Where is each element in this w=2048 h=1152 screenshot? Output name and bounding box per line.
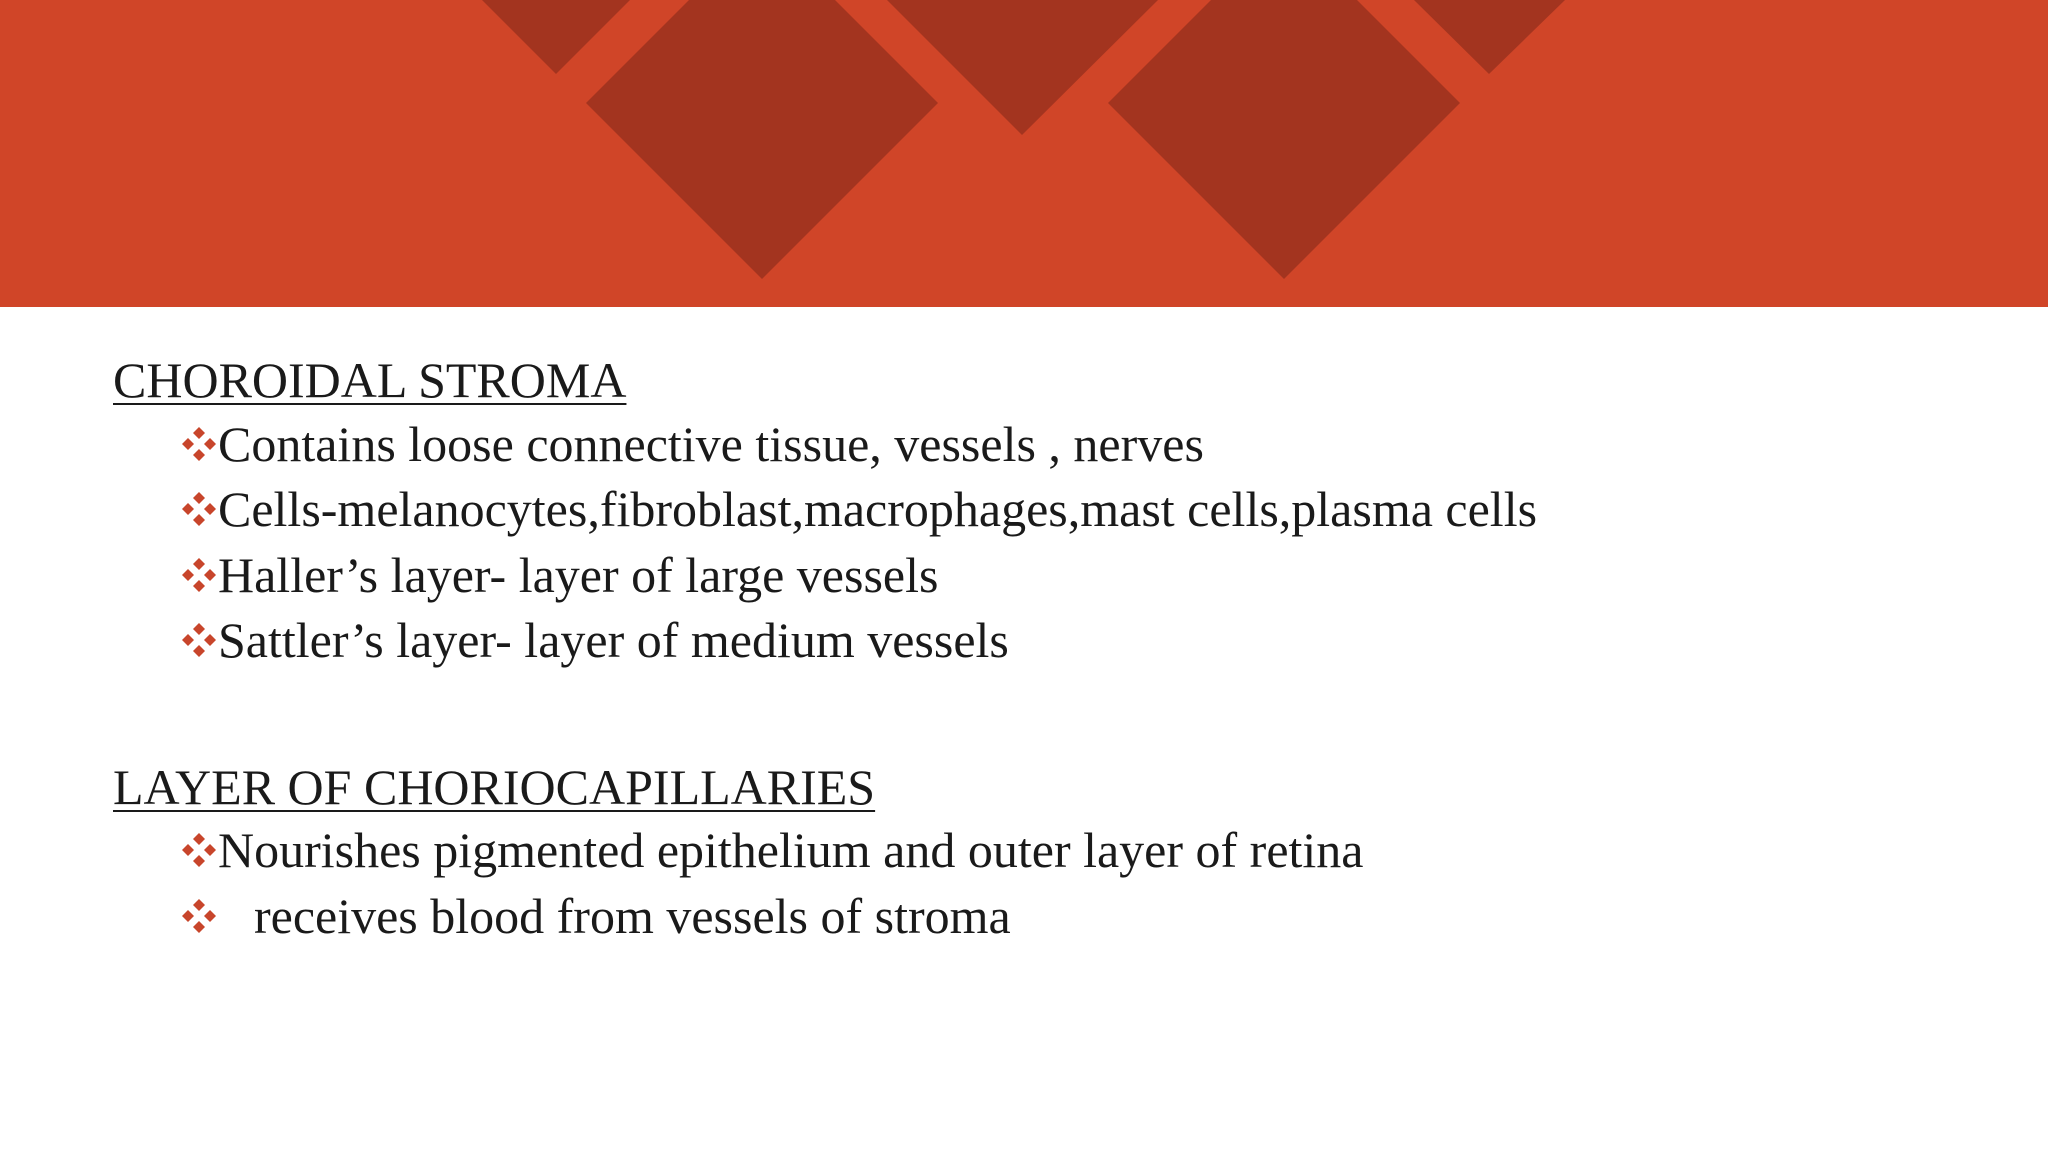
section-heading-choriocapillaries: LAYER OF CHORIOCAPILLARIES xyxy=(113,759,876,815)
bullet-item xyxy=(180,479,1537,539)
bullet-text: Cells-melanocytes,fibroblast,macrophages,mast cells,plasma cells xyxy=(218,481,1538,537)
diamond-pattern xyxy=(0,0,2048,307)
bullet-item xyxy=(180,545,938,605)
four-diamond-bullet-icon xyxy=(180,897,218,935)
four-diamond-bullet-icon xyxy=(180,621,218,659)
bullet-item xyxy=(180,610,1009,670)
bullet-item xyxy=(180,820,1363,880)
bullet-text: Contains loose connective tissue, vessels , nerves xyxy=(218,416,1204,472)
header-banner xyxy=(0,0,2048,307)
bullet-text: Nourishes pigmented epithelium and outer layer of retina xyxy=(218,822,1364,878)
bullet-item xyxy=(180,414,1204,474)
four-diamond-bullet-icon xyxy=(180,425,218,463)
four-diamond-bullet-icon xyxy=(180,831,218,869)
section-heading-choroidal-stroma: CHOROIDAL STROMA xyxy=(113,352,627,408)
bullet-text: Haller’s layer- layer of large vessels xyxy=(218,547,939,603)
four-diamond-bullet-icon xyxy=(180,556,218,594)
bullet-text: receives blood from vessels of stroma xyxy=(254,888,1011,944)
diamond-shape xyxy=(586,0,938,279)
slide-content xyxy=(0,307,2048,1152)
diamond-shape xyxy=(887,0,1158,135)
diamond-shape xyxy=(482,0,630,74)
bullet-text: Sattler’s layer- layer of medium vessels xyxy=(218,612,1009,668)
bullet-item xyxy=(180,886,1011,946)
four-diamond-bullet-icon xyxy=(180,490,218,528)
diamond-shape xyxy=(1414,0,1565,74)
diamond-shape xyxy=(1108,0,1460,279)
